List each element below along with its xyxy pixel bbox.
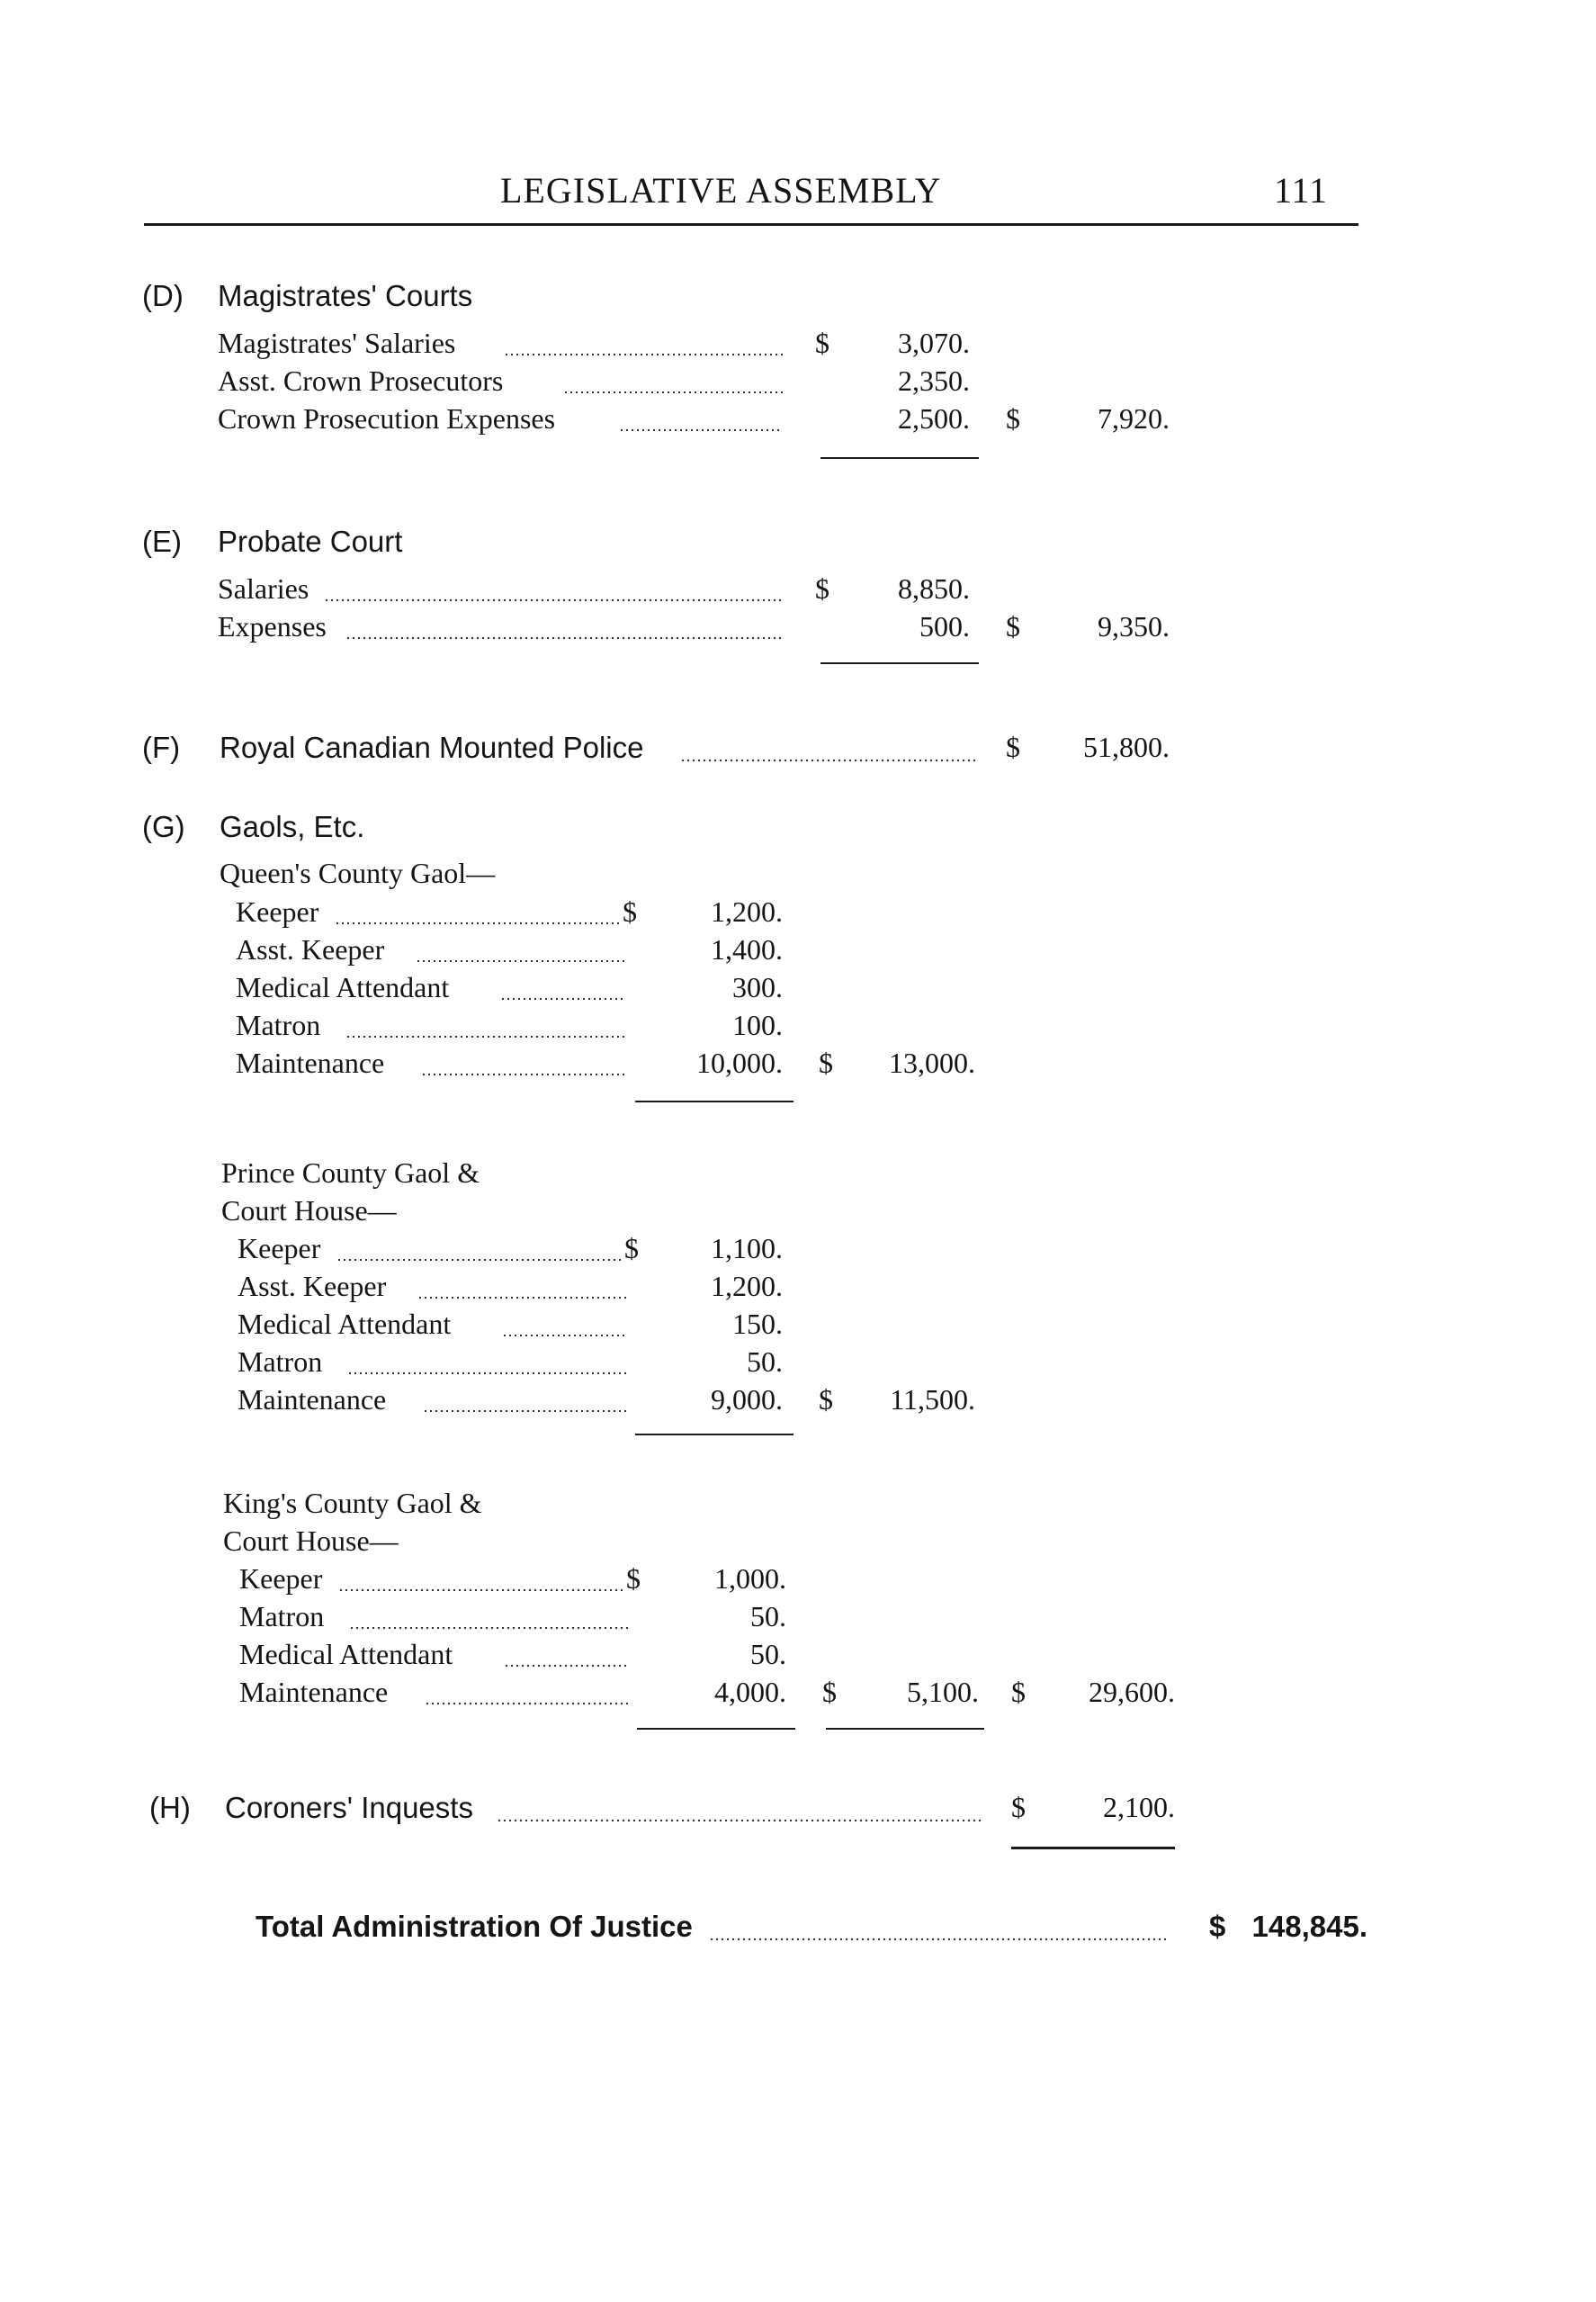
currency-sign: $ bbox=[1006, 731, 1020, 763]
item-label: Asst. Keeper bbox=[236, 933, 385, 966]
item-label: Keeper bbox=[238, 1232, 321, 1264]
item-amount: 2,500. bbox=[898, 402, 970, 435]
sum-rule bbox=[820, 457, 979, 459]
subsection-title: King's County Gaol & bbox=[223, 1487, 482, 1519]
item-label: Medical Attendant bbox=[236, 971, 450, 1003]
section-total: 2,100. bbox=[1103, 1791, 1175, 1823]
item-label: Expenses bbox=[218, 610, 327, 643]
item-amount: 50. bbox=[750, 1638, 786, 1670]
section-letter: (D) bbox=[142, 279, 184, 312]
currency-sign: $ bbox=[1006, 402, 1020, 435]
dot-leader bbox=[680, 759, 979, 762]
subsection-title: Queen's County Gaol— bbox=[220, 857, 496, 889]
item-amount: 4,000. bbox=[714, 1676, 786, 1708]
currency-sign: $ bbox=[815, 572, 829, 605]
page-number: 111 bbox=[1274, 170, 1329, 211]
grand-total-label: Total Administration Of Justice bbox=[256, 1910, 693, 1943]
dot-leader bbox=[500, 997, 624, 1001]
item-label: Medical Attendant bbox=[238, 1308, 452, 1340]
item-amount: 100. bbox=[732, 1009, 783, 1041]
item-amount: 1,100. bbox=[711, 1232, 783, 1264]
item-amount: 2,350. bbox=[898, 364, 970, 397]
subsection-total: 13,000. bbox=[889, 1047, 975, 1079]
currency-sign: $ bbox=[624, 1232, 639, 1264]
section-title: Gaols, Etc. bbox=[220, 810, 365, 843]
item-amount: 500. bbox=[919, 610, 970, 643]
item-amount: 8,850. bbox=[898, 572, 970, 605]
item-amount: 50. bbox=[750, 1600, 786, 1632]
dot-leader bbox=[497, 1819, 984, 1822]
item-amount: 1,200. bbox=[711, 895, 783, 928]
section-total: 29,600. bbox=[1089, 1676, 1175, 1708]
sum-rule bbox=[637, 1728, 795, 1730]
section-title: Magistrates' Courts bbox=[218, 279, 473, 312]
item-amount: 10,000. bbox=[696, 1047, 783, 1079]
subsection-total: 5,100. bbox=[907, 1676, 979, 1708]
item-label: Salaries bbox=[218, 572, 309, 605]
dot-leader bbox=[504, 1664, 628, 1668]
dot-leader bbox=[563, 391, 783, 394]
item-label: Maintenance bbox=[239, 1676, 389, 1708]
currency-sign: $ bbox=[1209, 1910, 1226, 1943]
subsection-title: Court House— bbox=[221, 1194, 397, 1227]
item-label: Magistrates' Salaries bbox=[218, 327, 456, 359]
currency-sign: $ bbox=[819, 1383, 833, 1416]
item-label: Medical Attendant bbox=[239, 1638, 453, 1670]
section-total: 7,920. bbox=[1098, 402, 1170, 435]
dot-leader bbox=[347, 1371, 626, 1375]
dot-leader bbox=[504, 353, 783, 356]
sum-rule bbox=[635, 1434, 794, 1435]
sum-rule bbox=[826, 1728, 984, 1730]
dot-leader bbox=[349, 1626, 628, 1630]
item-amount: 3,070. bbox=[898, 327, 970, 359]
subsection-total: 11,500. bbox=[890, 1383, 975, 1416]
item-amount: 1,000. bbox=[714, 1562, 786, 1595]
dot-leader bbox=[335, 922, 621, 925]
item-label: Maintenance bbox=[238, 1383, 387, 1416]
item-amount: 1,400. bbox=[711, 933, 783, 966]
header-rule bbox=[144, 223, 1358, 226]
item-label: Asst. Keeper bbox=[238, 1270, 387, 1302]
subsection-title: Court House— bbox=[223, 1524, 399, 1557]
item-label: Matron bbox=[238, 1345, 323, 1378]
item-label: Keeper bbox=[236, 895, 319, 928]
dot-leader bbox=[417, 1296, 626, 1299]
item-amount: 1,200. bbox=[711, 1270, 783, 1302]
dot-leader bbox=[423, 1409, 626, 1413]
section-letter: (G) bbox=[142, 810, 185, 843]
dot-leader bbox=[421, 1073, 624, 1076]
sum-rule bbox=[820, 662, 979, 664]
sum-rule bbox=[1011, 1847, 1175, 1849]
sum-rule bbox=[635, 1101, 794, 1102]
currency-sign: $ bbox=[623, 895, 637, 928]
section-total: 51,800. bbox=[1083, 731, 1170, 763]
dot-leader bbox=[345, 636, 783, 640]
currency-sign: $ bbox=[1011, 1791, 1026, 1823]
currency-sign: $ bbox=[819, 1047, 833, 1079]
section-letter: (F) bbox=[142, 731, 181, 764]
dot-leader bbox=[345, 1035, 624, 1039]
currency-sign: $ bbox=[1011, 1676, 1026, 1708]
dot-leader bbox=[324, 598, 783, 602]
currency-sign: $ bbox=[626, 1562, 641, 1595]
item-label: Matron bbox=[236, 1009, 321, 1041]
section-title: Coroners' Inquests bbox=[225, 1791, 473, 1824]
item-amount: 9,000. bbox=[711, 1383, 783, 1416]
currency-sign: $ bbox=[1006, 610, 1020, 643]
section-title: Royal Canadian Mounted Police bbox=[220, 731, 644, 764]
item-amount: 300. bbox=[732, 971, 783, 1003]
dot-leader bbox=[336, 1258, 623, 1262]
item-label: Maintenance bbox=[236, 1047, 385, 1079]
item-label: Asst. Crown Prosecutors bbox=[218, 364, 504, 397]
item-amount: 150. bbox=[732, 1308, 783, 1340]
section-letter: (E) bbox=[142, 525, 182, 558]
item-label: Keeper bbox=[239, 1562, 323, 1595]
page-title: LEGISLATIVE ASSEMBLY bbox=[500, 170, 942, 211]
dot-leader bbox=[709, 1938, 1170, 1941]
currency-sign: $ bbox=[815, 327, 829, 359]
item-amount: 50. bbox=[747, 1345, 783, 1378]
section-title: Probate Court bbox=[218, 525, 403, 558]
dot-leader bbox=[425, 1702, 628, 1705]
item-label: Crown Prosecution Expenses bbox=[218, 402, 556, 435]
section-letter: (H) bbox=[149, 1791, 191, 1824]
dot-leader bbox=[502, 1334, 626, 1337]
item-label: Matron bbox=[239, 1600, 325, 1632]
currency-sign: $ bbox=[822, 1676, 837, 1708]
dot-leader bbox=[619, 428, 783, 432]
dot-leader bbox=[416, 959, 624, 963]
subsection-title: Prince County Gaol & bbox=[221, 1156, 480, 1189]
dot-leader bbox=[338, 1588, 624, 1592]
section-total: 9,350. bbox=[1098, 610, 1170, 643]
grand-total-amount: 148,845. bbox=[1251, 1910, 1367, 1943]
